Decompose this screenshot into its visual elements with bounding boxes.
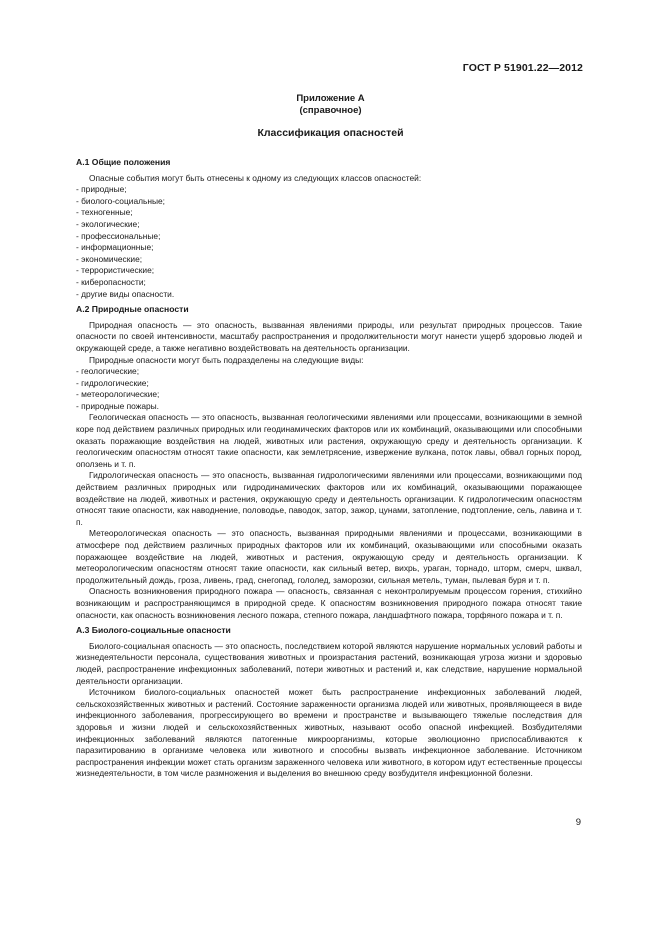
list-item: - биолого-социальные; — [76, 196, 582, 208]
list-item: - киберопасности; — [76, 277, 582, 289]
appendix-title — [0, 93, 661, 117]
section-a1-title: А.1 Общие положения — [76, 157, 171, 167]
paragraph: Природные опасности могут быть подразделены на следующие виды: — [89, 354, 364, 365]
paragraph: Источником биолого-социальных опасностей может быть распространение инфекционных заболеваний людей, сельскохозяйственных животных и растений. Состояние зараженности организма людей или животных, проявляющееся в виде инфекционного заболевания, прогрессирующего во времени и пространстве и вызывающего тяжелые последствия для здоровья и жизни людей и сельскохозяйственных животных, называют особо опасной инфекцией. Возбудителями инфекционных заболеваний являются патогенные микроорганизмы, которые эволюционно приспосабливаются к паразитированию в организме человека или животного и способны вызвать инфекционное заболевание. Источником распространения инфекции может стать организм зараженного человека или животного, в котором идут естественные процессы жизнедеятельности, в том числе размножения и выделения во внешнюю среду возбудителя инфекционной болезни. — [76, 687, 582, 779]
paragraph: Гидрологическая опасность — это опасность, вызванная гидрологическими явлениями или процессами, возникающими под действием различных природных или гидродинамических факторов или их комбинаций, оказывающими поражающее воздействие на людей, животных и растения, окружающую среду и деятельность организации. К гидрологическим опасностям относят такие опасности, как наводнение, половодье, паводок, затор, зажор, цунами, затопление, подтопление, сель, лавина и т. п. — [76, 470, 582, 527]
document-code: ГОСТ Р 51901.22—2012 — [462, 62, 583, 74]
list-item: - природные пожары. — [76, 401, 582, 413]
list-item: - метеорологические; — [76, 389, 582, 401]
paragraph: Метеорологическая опасность — это опасность, вызванная природными явлениями и процессами, возникающими в атмосфере под действием различных природных факторов или их комбинаций, оказывающими или способными оказать поражающее воздействие на людей, животных и растения, окружающую среду и деятельность организации. К метеорологическим опасностям относят такие опасности, как сильный ветер, вихрь, ураган, торнадо, шторм, смерч, шквал, продолжительный дождь, гроза, ливень, град, снегопад, гололед, заморозки, сильная метель, туман, пылевая буря и т. п. — [76, 528, 582, 585]
paragraph: Биолого-социальная опасность — это опасность, последствием которой являются нарушение нормальных условий работы и жизнедеятельности персонала, существования животных и произрастания растений, возникающая угроза жизни и здоровью людей, распространение инфекционных заболеваний, потери животных и растений и, как следствие, нарушение нормальной деятельности организации. — [76, 640, 582, 686]
list-item: - информационные; — [76, 242, 582, 254]
section-a2-title: А.2 Природные опасности — [76, 304, 189, 315]
list-item: - техногенные; — [76, 207, 582, 219]
appendix-subtitle: (справочное) — [299, 105, 362, 116]
section-a2 — [76, 304, 582, 621]
paragraph: Опасность возникновения природного пожара — опасность, связанная с неконтролируемым процессом горения, стихийно возникающим и распространяющимся в природной среде. К опасностям возникновения природного пожара относят такие опасности, как опасность возникновения лесного пожара, степного пожара, ландшафтного пожара, торфяного пожара и т. п. — [76, 586, 582, 620]
section-a1-intro: Опасные события могут быть отнесены к одному из следующих классов опасностей: — [89, 172, 422, 183]
list-item: - другие виды опасности. — [76, 289, 582, 301]
paragraph: Геологическая опасность — это опасность, вызванная геологическими явлениями или процессами, возникающими в земной коре под действием различных природных или геодинамических факторов или их комбинаций, оказывающими или способными оказать поражающие воздействия на людей, животных или растения, окружающую среду и деятельность организации. К геологическим опасностям относят такие опасности, как землетрясение, извержение вулкана, поток лавы, обвал горных пород, оползень и т. п. — [76, 412, 582, 469]
list-item: - террористические; — [76, 265, 582, 277]
list-item: - геологические; — [76, 366, 582, 378]
page-title: Классификация опасностей — [257, 127, 404, 139]
section-a3-title: А.3 Биолого-социальные опасности — [76, 625, 231, 636]
appendix-label: Приложение А — [296, 93, 365, 104]
list-item: - природные; — [76, 184, 582, 196]
section-a1 — [76, 157, 582, 300]
page-number: 9 — [575, 817, 581, 828]
hazard-class-list — [76, 184, 582, 300]
natural-hazard-list — [76, 366, 582, 412]
document-body — [76, 157, 582, 784]
section-a3 — [76, 625, 582, 780]
list-item: - экономические; — [76, 254, 582, 266]
paragraph: Природная опасность — это опасность, вызванная явлениями природы, или результат природных процессов. Такие опасности по своей интенсивности, масштабу распространения и продолжительности могут нанести ущерб здоровью людей и окружающей среде, а также негативно воздействовать на деятельность организации. — [76, 319, 582, 353]
list-item: - гидрологические; — [76, 378, 582, 390]
list-item: - профессиональные; — [76, 231, 582, 243]
list-item: - экологические; — [76, 219, 582, 231]
